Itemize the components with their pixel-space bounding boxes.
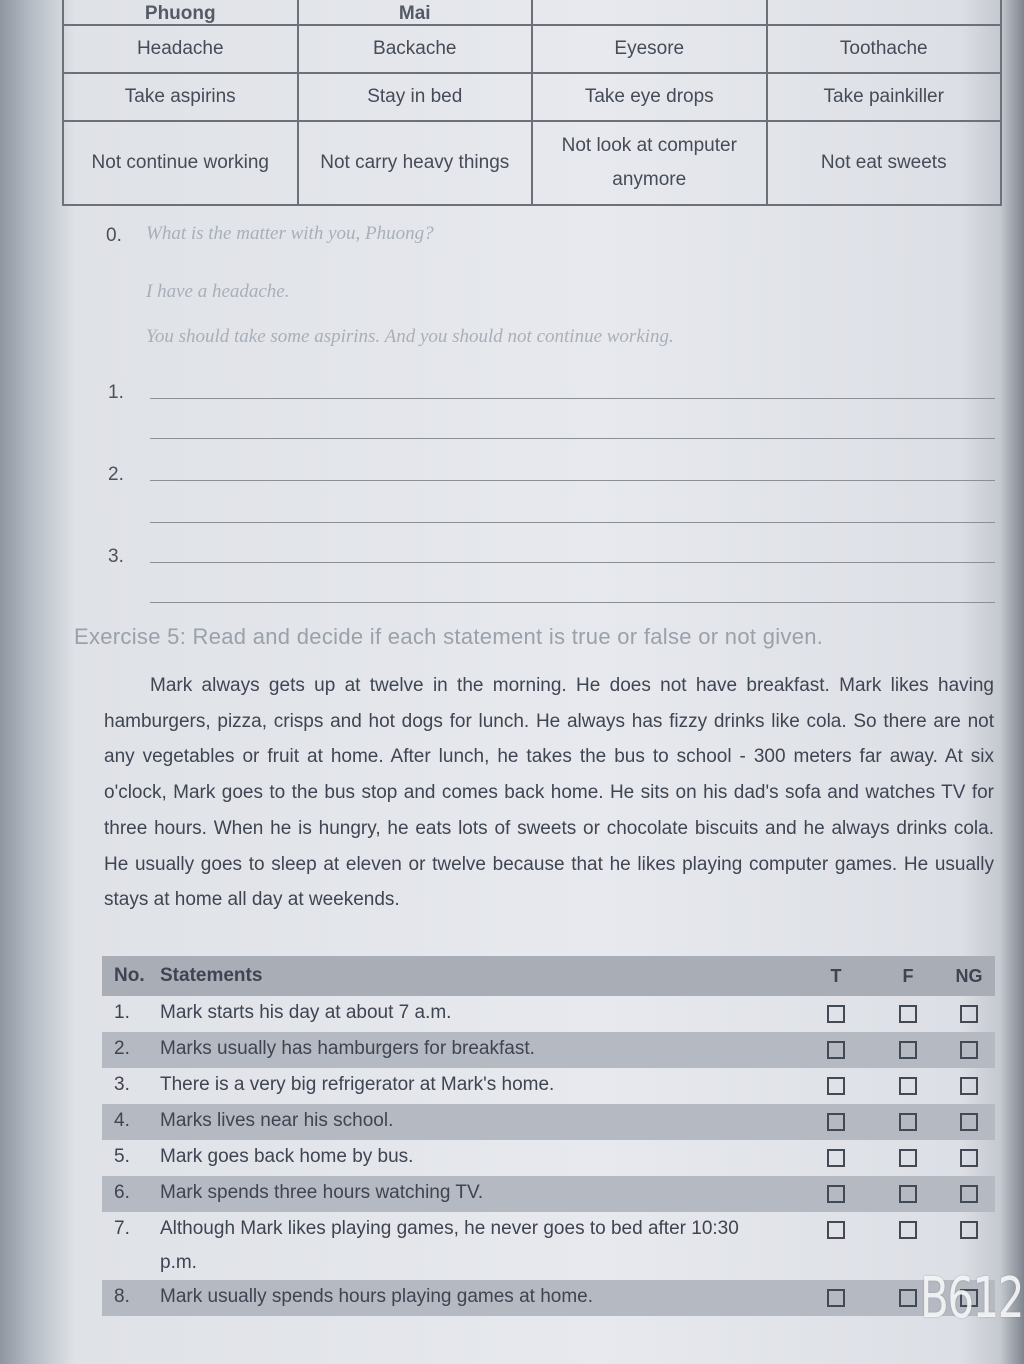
checkbox-square[interactable] bbox=[827, 1149, 845, 1167]
checkbox-square[interactable] bbox=[899, 1113, 917, 1131]
answer-line[interactable] bbox=[150, 522, 995, 523]
example-question: What is the matter with you, Phuong? bbox=[146, 223, 434, 244]
checkbox-square[interactable] bbox=[960, 1041, 978, 1059]
statement-number: 5. bbox=[114, 1146, 130, 1167]
checkbox-square[interactable] bbox=[827, 1041, 845, 1059]
table-cell: Headache bbox=[63, 25, 298, 73]
table-cell: Backache bbox=[298, 25, 533, 73]
answer-line[interactable] bbox=[150, 480, 995, 481]
not-given-checkbox[interactable] bbox=[944, 996, 994, 1028]
answer-line[interactable] bbox=[150, 398, 995, 399]
table-row-problem bbox=[63, 25, 1001, 73]
answer-line[interactable] bbox=[150, 602, 995, 603]
checkbox-square[interactable] bbox=[899, 1041, 917, 1059]
statement-text: Marks lives near his school. bbox=[160, 1110, 394, 1131]
checkbox-square[interactable] bbox=[827, 1185, 845, 1203]
table-row-should-not bbox=[63, 121, 1001, 205]
statement-text: Mark usually spends hours playing games at home. bbox=[160, 1286, 594, 1307]
true-checkbox[interactable] bbox=[800, 996, 872, 1028]
watermark-logo: B612 bbox=[920, 1266, 1023, 1331]
true-checkbox[interactable] bbox=[800, 1212, 872, 1244]
statements-table bbox=[102, 956, 995, 1316]
checkbox-square[interactable] bbox=[899, 1289, 917, 1307]
true-checkbox[interactable] bbox=[800, 1032, 872, 1064]
table-cell: Not look at computer anymore bbox=[532, 121, 767, 205]
checkbox-square[interactable] bbox=[960, 1149, 978, 1167]
health-advice-table bbox=[62, 0, 1002, 206]
table-cell: Take aspirins bbox=[63, 73, 298, 121]
checkbox-square[interactable] bbox=[899, 1077, 917, 1095]
statements-header-row bbox=[102, 956, 995, 996]
table-cell: Not continue working bbox=[63, 121, 298, 205]
checkbox-square[interactable] bbox=[899, 1185, 917, 1203]
table-cell: Eyesore bbox=[532, 25, 767, 73]
header-no: No. bbox=[114, 965, 145, 986]
not-given-checkbox[interactable] bbox=[944, 1212, 994, 1244]
header-col3 bbox=[532, 0, 767, 25]
statement-row bbox=[102, 1104, 995, 1140]
statement-text: Mark spends three hours watching TV. bbox=[160, 1182, 484, 1203]
checkbox-square[interactable] bbox=[827, 1221, 845, 1239]
checkbox-square[interactable] bbox=[960, 1077, 978, 1095]
false-checkbox[interactable] bbox=[872, 1068, 944, 1100]
statement-row bbox=[102, 1032, 995, 1068]
statement-number: 7. bbox=[114, 1218, 130, 1239]
checkbox-square[interactable] bbox=[960, 1185, 978, 1203]
checkbox-square[interactable] bbox=[827, 1077, 845, 1095]
statement-number: 4. bbox=[114, 1110, 130, 1131]
statement-row bbox=[102, 1068, 995, 1104]
statement-row bbox=[102, 996, 995, 1032]
statement-row bbox=[102, 1140, 995, 1176]
statement-text: Although Mark likes playing games, he never goes to bed after 10:30 p.m. bbox=[160, 1218, 739, 1273]
false-checkbox[interactable] bbox=[872, 1140, 944, 1172]
header-not-given: NG bbox=[955, 965, 983, 986]
true-checkbox[interactable] bbox=[800, 1140, 872, 1172]
false-checkbox[interactable] bbox=[872, 1104, 944, 1136]
checkbox-square[interactable] bbox=[827, 1289, 845, 1307]
statement-text: Marks usually has hamburgers for breakfast. bbox=[160, 1038, 535, 1059]
checkbox-square[interactable] bbox=[899, 1005, 917, 1023]
table-header-row bbox=[63, 0, 1001, 25]
statement-number: 1. bbox=[114, 1002, 130, 1023]
answer-number-3: 3. bbox=[108, 546, 124, 567]
header-col4 bbox=[767, 0, 1002, 25]
statement-number: 2. bbox=[114, 1038, 130, 1059]
statement-row bbox=[102, 1176, 995, 1212]
table-cell: Toothache bbox=[767, 25, 1002, 73]
statement-row bbox=[102, 1280, 995, 1316]
statement-text: There is a very big refrigerator at Mark's home. bbox=[160, 1074, 555, 1095]
not-given-checkbox[interactable] bbox=[944, 1140, 994, 1172]
table-cell: Not eat sweets bbox=[767, 121, 1002, 205]
answer-line[interactable] bbox=[150, 438, 995, 439]
answer-line[interactable] bbox=[150, 562, 995, 563]
header-false: F bbox=[902, 965, 914, 986]
header-mai: Mai bbox=[298, 0, 533, 25]
example-answer: I have a headache. bbox=[146, 281, 290, 302]
exercise-5-title: Exercise 5: Read and decide if each statement is true or false or not given. bbox=[74, 624, 824, 649]
table-cell: Not carry heavy things bbox=[298, 121, 533, 205]
statement-text: Mark goes back home by bus. bbox=[160, 1146, 414, 1167]
false-checkbox[interactable] bbox=[872, 1032, 944, 1064]
header-true: T bbox=[830, 965, 842, 986]
false-checkbox[interactable] bbox=[872, 996, 944, 1028]
statement-row bbox=[102, 1212, 995, 1280]
checkbox-square[interactable] bbox=[960, 1005, 978, 1023]
not-given-checkbox[interactable] bbox=[944, 1176, 994, 1208]
statement-rows bbox=[102, 996, 995, 1316]
checkbox-square[interactable] bbox=[960, 1113, 978, 1131]
checkbox-square[interactable] bbox=[960, 1221, 978, 1239]
example-advice: You should take some aspirins. And you should not continue working. bbox=[146, 326, 674, 347]
table-cell: Take painkiller bbox=[767, 73, 1002, 121]
table-cell: Stay in bed bbox=[298, 73, 533, 121]
not-given-checkbox[interactable] bbox=[944, 1104, 994, 1136]
statement-text: Mark starts his day at about 7 a.m. bbox=[160, 1002, 452, 1023]
reading-passage: Mark always gets up at twelve in the morning. He does not have breakfast. Mark likes having hamburgers, pizza, crisps and hot dogs for lunch. He always has fizzy drinks like cola. So there are not any vegetables or fruit at home. After lunch, he takes the bus to school - 300 meters far away. At six o'clock, Mark goes to the bus stop and comes back home. He sits on his dad's sofa and watches TV for three hours. When he is hungry, he eats lots of sweets or chocolate biscuits and he always drinks cola. He usually goes to sleep at eleven or twelve because that he likes playing computer games. He usually stays at home all day at weekends. bbox=[104, 675, 994, 911]
table-cell: Take eye drops bbox=[532, 73, 767, 121]
checkbox-square[interactable] bbox=[899, 1221, 917, 1239]
statement-number: 3. bbox=[114, 1074, 130, 1095]
not-given-checkbox[interactable] bbox=[944, 1032, 994, 1064]
false-checkbox[interactable] bbox=[872, 1176, 944, 1208]
true-checkbox[interactable] bbox=[800, 1176, 872, 1208]
answer-number-2: 2. bbox=[108, 464, 124, 485]
checkbox-square[interactable] bbox=[827, 1113, 845, 1131]
checkbox-square[interactable] bbox=[899, 1149, 917, 1167]
header-phuong: Phuong bbox=[63, 0, 298, 25]
table-row-should bbox=[63, 73, 1001, 121]
statement-number: 8. bbox=[114, 1286, 130, 1307]
not-given-checkbox[interactable] bbox=[944, 1068, 994, 1100]
statement-number: 6. bbox=[114, 1182, 130, 1203]
true-checkbox[interactable] bbox=[800, 1280, 872, 1312]
true-checkbox[interactable] bbox=[800, 1104, 872, 1136]
example-number: 0. bbox=[106, 225, 122, 246]
true-checkbox[interactable] bbox=[800, 1068, 872, 1100]
header-statements: Statements bbox=[160, 965, 263, 986]
answer-number-1: 1. bbox=[108, 382, 124, 403]
checkbox-square[interactable] bbox=[827, 1005, 845, 1023]
false-checkbox[interactable] bbox=[872, 1212, 944, 1244]
